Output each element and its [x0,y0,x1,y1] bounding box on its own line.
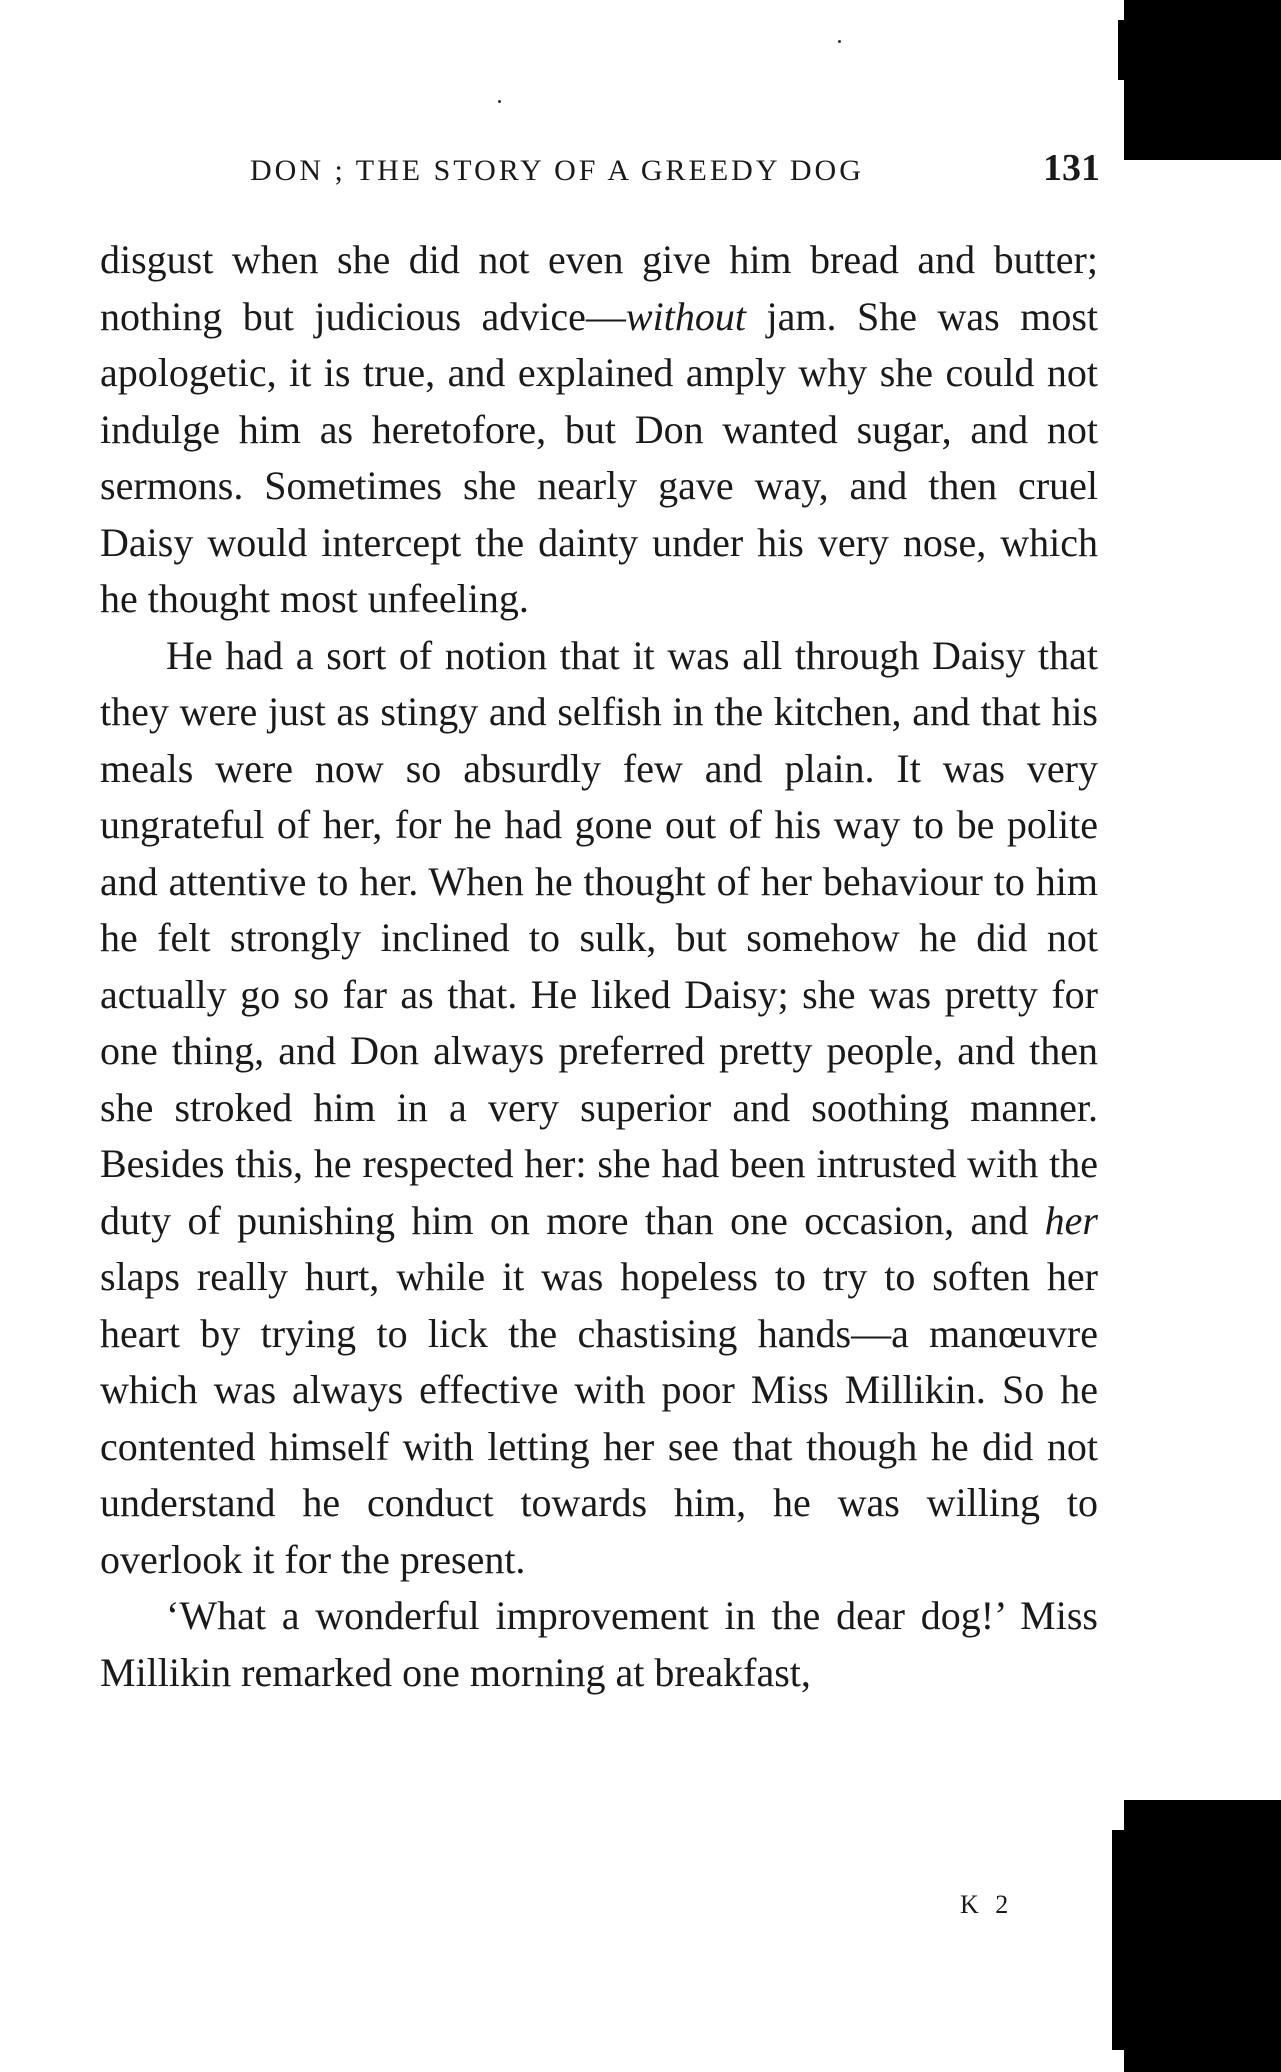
paragraph [100,1588,1098,1701]
scan-edge-top [1124,0,1281,160]
signature-mark: K 2 [960,1890,1014,1919]
scan-edge-bottom-notch [1112,1830,1134,2050]
text-segment: ‘What a wonderful improvement in the dear dog!’ Miss Millikin remarked one morning at breakfast, [100,1593,1098,1695]
page-number: 131 [1043,147,1100,189]
scan-edge-bottom [1124,1800,1281,2072]
scan-edge-top-notch [1118,20,1138,80]
text-segment: jam. She was most apologetic, it is true, and explained amply why she could not indulge him as heretofore, but Don wanted sugar, and not sermons. Sometimes she nearly gave way, and then cruel Daisy would intercept the dainty under his very nose, which he thought most unfeeling. [100,293,1098,621]
paragraph [100,232,1098,628]
text-segment: disgust when she did not even give him bread and butter; nothing but judicious advice— [100,237,1098,339]
text-segment: slaps really hurt, while it was hopeless to try to soften her heart by trying to lick the chastising hands—a manœuvre which was always effective with poor Miss Millikin. So he contented himself with letting her see that though he did not understand he conduct towards him, he was willing to overlook it for the present. [100,1254,1098,1582]
text-segment: He had a sort of notion that it was all through Daisy that they were just as stingy and selfish in the kitchen, and that his meals were now so absurdly few and plain. It was very ungrateful of her, for he had gone out of his way to be polite and attentive to her. When he thought of her behaviour to him he felt strongly inclined to sulk, but somehow he did not actually go so far as that. He liked Daisy; she was pretty for one thing, and Don always preferred pretty people, and then she stroked him in a very superior and soothing manner. Besides this, he respected her: she had been intrusted with the duty of punishing him on more than one occasion, and [100,632,1098,1243]
italic-text: without [625,293,746,339]
scan-speck [498,100,501,103]
scan-speck [838,40,841,43]
body-text [100,232,1098,1701]
running-head: DON ; THE STORY OF A GREEDY DOG [250,154,864,187]
page-header [100,147,1100,200]
paragraph [100,628,1098,1589]
italic-text: her [1044,1197,1098,1243]
